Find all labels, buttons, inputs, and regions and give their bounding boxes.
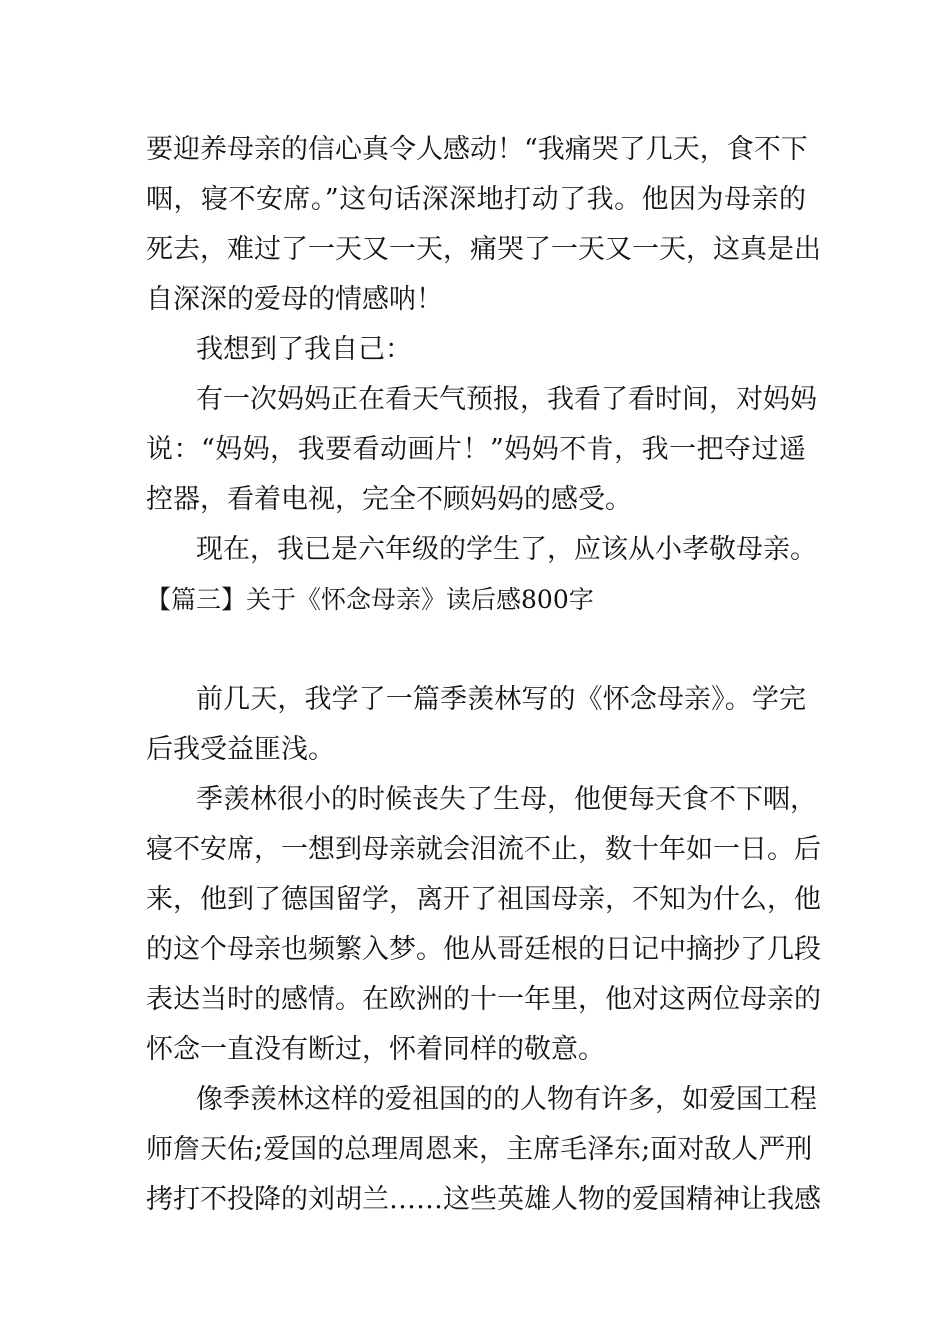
text-line: 自深深的爱母的情感呐！ [146,284,443,315]
text-line: 师詹天佑;爱国的总理周恩来，主席毛泽东;面对敌人严刑 [146,1134,813,1165]
text-line: 说：“妈妈，我要看动画片！”妈妈不肯，我一把夺过遥 [146,434,806,465]
text-line: 表达当时的感情。在欧洲的十一年里，他对这两位母亲的 [146,984,821,1015]
text-line: 咽，寝不安席。”这句话深深地打动了我。他因为母亲的 [146,184,806,215]
text-line: 我想到了我自己： [196,334,412,365]
text-line: 要迎养母亲的信心真令人感动！“我痛哭了几天，食不下 [146,134,808,165]
text-line: 死去，难过了一天又一天，痛哭了一天又一天，这真是出 [146,234,821,265]
text-line: 的这个母亲也频繁入梦。他从哥廷根的日记中摘抄了几段 [146,934,821,965]
text-line: 怀念一直没有断过，怀着同样的敬意。 [146,1034,605,1065]
text-line: 有一次妈妈正在看天气预报，我看了看时间，对妈妈 [196,384,817,415]
text-line: 像季羡林这样的爱祖国的的人物有许多，如爱国工程 [196,1084,817,1115]
text-line: 季羡林很小的时候丧失了生母，他便每天食不下咽， [196,784,817,815]
text-line: 寝不安席，一想到母亲就会泪流不止，数十年如一日。后 [146,834,821,865]
section-heading: 【篇三】关于《怀念母亲》读后感800字 [146,585,594,614]
text-line: 控器，看着电视，完全不顾妈妈的感受。 [146,484,632,515]
text-line: 拷打不投降的刘胡兰……这些英雄人物的爱国精神让我感 [146,1184,821,1215]
text-line: 来，他到了德国留学，离开了祖国母亲，不知为什么，他 [146,884,821,915]
text-line: 现在，我已是六年级的学生了，应该从小孝敬母亲。 [196,534,817,565]
text-line: 前几天，我学了一篇季羡林写的《怀念母亲》。学完 [196,684,806,715]
text-line: 后我受益匪浅。 [146,734,335,765]
